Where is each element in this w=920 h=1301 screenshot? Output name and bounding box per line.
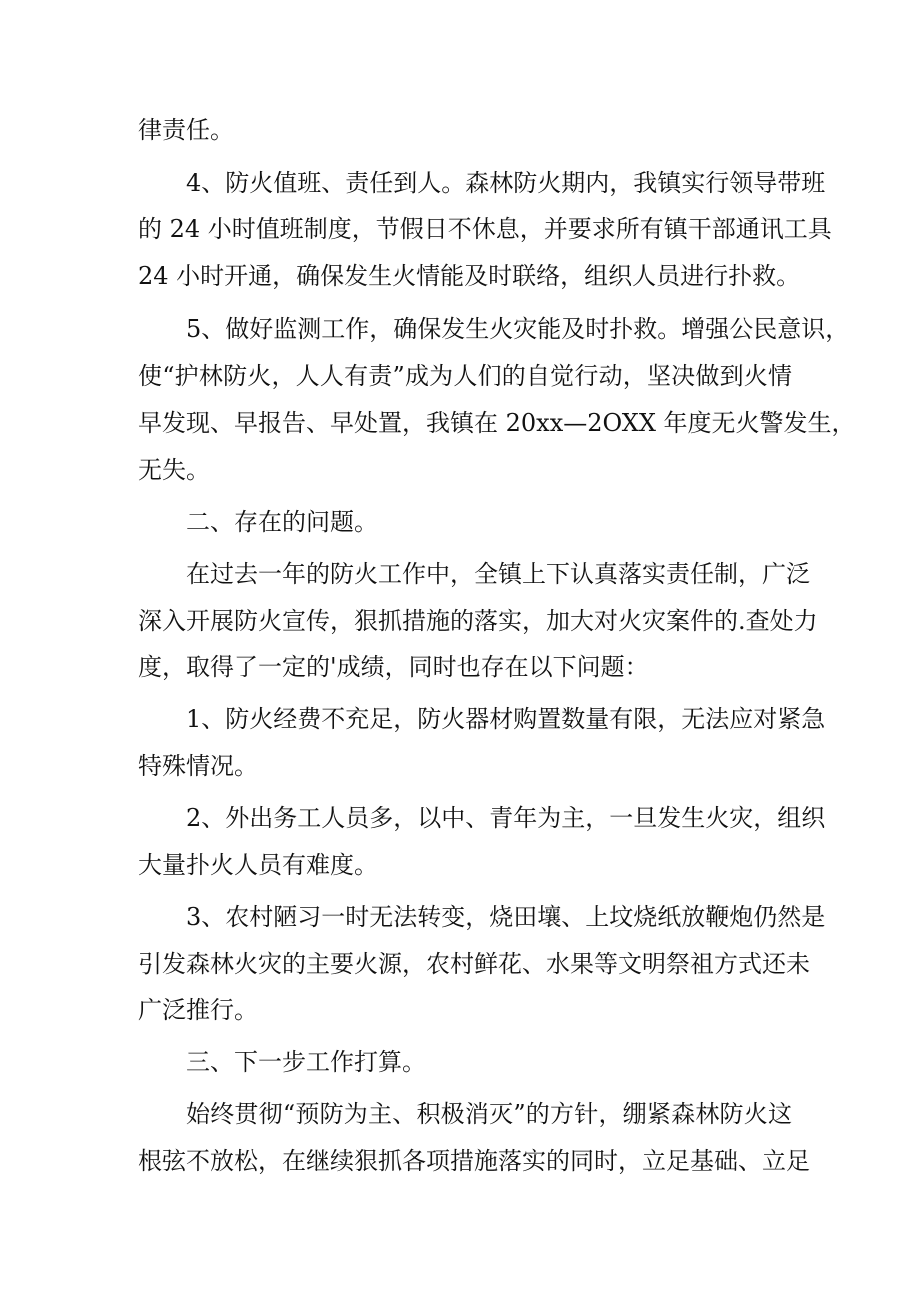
section-heading: 二、存在的问题。 <box>186 508 378 536</box>
text-line: 始终贯彻“预防为主、积极消灭”的方针，绷紧森林防火这 <box>186 1100 792 1128</box>
text-line: 1、防火经费不充足，防火器材购置数量有限，无法应对紧急 <box>186 705 826 733</box>
text-line: 无失。 <box>138 456 210 484</box>
text-line: 的 24 小时值班制度，节假日不休息，并要求所有镇干部通讯工具 <box>138 215 832 243</box>
text-line: 4、防火值班、责任到人。森林防火期内，我镇实行领导带班 <box>186 169 826 197</box>
text-line: 深入开展防火宣传，狠抓措施的落实，加大对火灾案件的.查处力 <box>138 607 818 635</box>
text-line: 在过去一年的防火工作中，全镇上下认真落实责任制，广泛 <box>186 560 810 588</box>
section-heading: 三、下一步工作打算。 <box>186 1048 426 1076</box>
text-line: 早发现、早报告、早处置，我镇在 20xx—2OXX 年度无火警发生， <box>138 409 856 437</box>
text-line: 24 小时开通，确保发生火情能及时联络，组织人员进行扑救。 <box>138 262 801 290</box>
text-line: 特殊情况。 <box>138 752 258 780</box>
text-line: 根弦不放松，在继续狠抓各项措施落实的同时，立足基础、立足 <box>138 1147 810 1175</box>
text-line: 引发森林火灾的主要火源，农村鲜花、水果等文明祭祖方式还未 <box>138 950 810 978</box>
text-line: 大量扑火人员有难度。 <box>138 851 378 879</box>
text-line: 3、农村陋习一时无法转变，烧田壤、上坟烧纸放鞭炮仍然是 <box>186 903 826 931</box>
text-line: 使“护林防火，人人有责”成为人们的自觉行动，坚决做到火情 <box>138 362 792 390</box>
text-line: 度，取得了一定的'成绩，同时也存在以下问题： <box>138 653 649 681</box>
text-line: 2、外出务工人员多，以中、青年为主，一旦发生火灾，组织 <box>186 804 826 832</box>
text-line: 5、做好监测工作，确保发生火灾能及时扑救。增强公民意识， <box>186 315 850 343</box>
text-line: 律责任。 <box>138 116 234 144</box>
text-line: 广泛推行。 <box>138 996 258 1024</box>
